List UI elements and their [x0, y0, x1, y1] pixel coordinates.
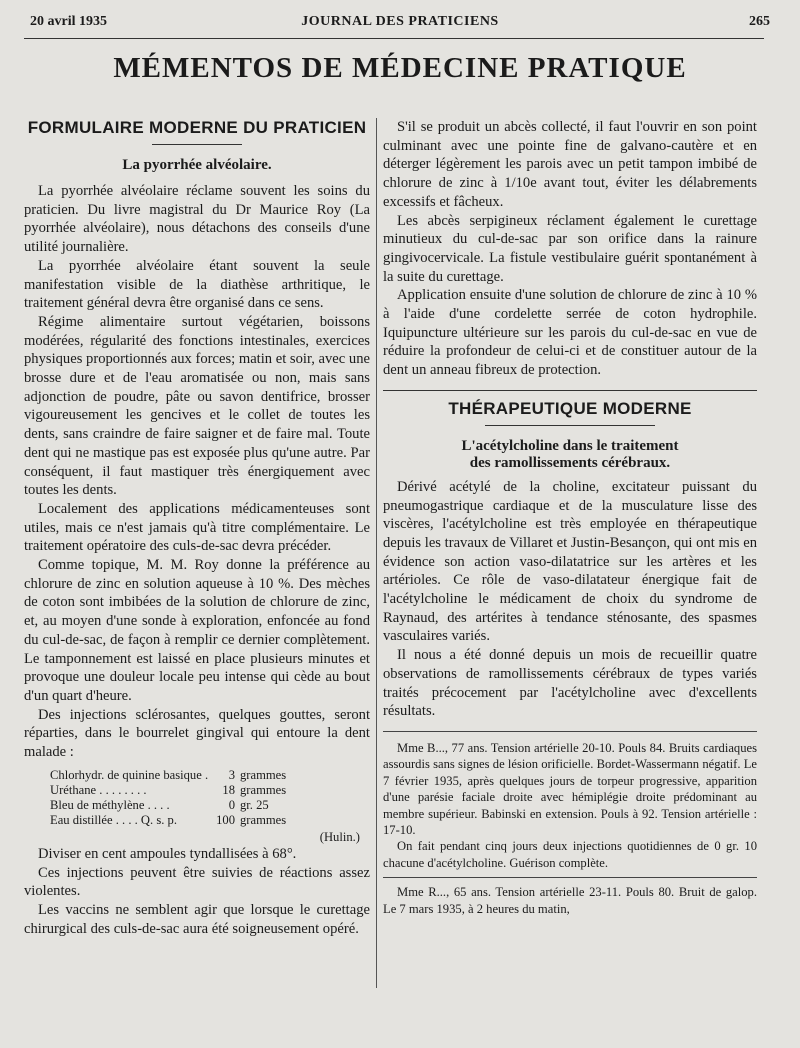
prescription-row	[50, 768, 286, 783]
unit: grammes	[240, 767, 287, 782]
header-page-number: 265	[749, 14, 770, 29]
paragraph: Des injections sclérosantes, quelques gouttes, seront réparties, dans le bourrelet gingival qui entoure la dent malade :	[24, 706, 370, 761]
column-divider	[376, 118, 377, 988]
paragraph: Comme topique, M. M. Roy donne la préférence au chlorure de zinc en solution aqueuse à 10 %. Des mèches de coton sont imbibées de la solution de chlorure de zinc, et, au moyen d'une sonde à exploration, enfoncée au fond du cul-de-sac, de façon à remplir ce dernier complètement. Le tamponnement est laissé en place plusieurs minutes et provoque une douleur locale peu intense qui cède au bout d'un quart d'heure.	[24, 557, 370, 704]
ingredient: Uréthane . . . . . . . .	[50, 782, 147, 797]
unit: grammes	[240, 782, 287, 797]
observation-paragraph: Mme R..., 65 ans. Tension artérielle 23-11. Pouls 80. Bruit de galop. Le 7 mars 1935, à 2 heures du matin,	[383, 885, 757, 916]
article-title	[383, 438, 757, 472]
article-title-line: des ramollissements cérébraux.	[469, 454, 671, 471]
paragraph: Il nous a été donné depuis un mois de recueillir quatre observations de ramollissements cérébraux de types variés traités précocement par l'acétylcholine avec d'excellents résultats.	[383, 647, 757, 720]
paragraph: Localement des applications médicamenteuses sont utiles, mais ce n'est jamais qu'à titre complémentaire. Le traitement opératoire des culs-de-sac devra précéder.	[24, 500, 370, 555]
prescription-row	[50, 813, 286, 828]
paragraph: Dérivé acétylé de la choline, excitateur puissant du pneumogastrique cardiaque et de la musculature lisse des viscères, l'acétylcholine est très employée en thérapeutique depuis les travaux de Villaret et Justin-Besançon, qui ont mis en évidence son action vaso-dilatatrice sur les artères et les artérioles. Ce rôle de vaso-dilatateur énergique fait de l'acétylcholine le médicament de choix du syndrome de Raynaud, des artérites à tendance sténosante, des spasmes vasculaires variés.	[383, 478, 757, 645]
paragraph: Diviser en cent ampoules tyndallisées à 68°.	[38, 845, 297, 862]
header-journal: JOURNAL DES PRATICIENS	[301, 14, 499, 29]
section-rule	[152, 144, 242, 145]
paragraph: Application ensuite d'une solution de chlorure de zinc à 10 % à l'aide d'une cordelette serrée de coton hydrophile. Iquipuncture ultérieure sur les parois du cul-de-sac en vue de réduire la profondeur de celui-ci et de constituer autour de la dent un anneau fibreux de protection.	[383, 287, 757, 379]
article-title: La pyorrhée alvéolaire.	[122, 157, 272, 173]
unit: gr. 25	[240, 797, 269, 812]
section-heading: THÉRAPEUTIQUE MODERNE	[448, 398, 692, 418]
paragraph: Régime alimentaire surtout végétarien, boissons modérées, régularité des fonctions intestinales, exercices physiques proportionnés aux forces; matin et soir, avec une brosse dure et de l'eau aromatisée ou non, mais sans adjonction de poudre, pâte ou savon dentifrice, brosser vigoureusement les gencives et le collet de toutes les dents, sans craindre de faire saigner et de faire mal. Toute dent qui ne mastique pas est exposée plus qu'une autre. Par conséquent, il faut mastiquer très énergiquement avec toutes les dents.	[24, 313, 370, 499]
paragraph: Ces injections peuvent être suivies de réactions assez violentes.	[24, 864, 370, 900]
article-title-line: L'acétylcholine dans le traitement	[461, 437, 679, 454]
ingredient: Chlorhydr. de quinine basique .	[50, 767, 209, 782]
section-rule	[485, 425, 655, 426]
prescription-row	[50, 798, 286, 813]
header-date: 20 avril 1935	[30, 14, 107, 29]
quantity: 0	[228, 797, 235, 812]
observation-rule	[383, 877, 757, 878]
right-column	[383, 118, 757, 917]
quantity: 3	[228, 767, 235, 782]
observation-rule	[383, 731, 757, 732]
observation-paragraph: On fait pendant cinq jours deux injections quotidiennes de 0 gr. 10 chacune d'acétylcholine. Guérison complète.	[383, 839, 757, 870]
unit: grammes	[240, 812, 287, 827]
ingredient: Bleu de méthylène . . . .	[50, 797, 170, 812]
section-heading: FORMULAIRE MODERNE DU PRATICIEN	[27, 118, 367, 137]
section-separator	[383, 390, 757, 391]
running-header	[30, 14, 770, 34]
ingredient: Eau distillée . . . . Q. s. p.	[50, 812, 177, 827]
quantity: 100	[216, 812, 235, 827]
paragraph: Les vaccins ne semblent agir que lorsque le curettage chirurgical des culs-de-sac aura été soigneusement opéré.	[24, 901, 370, 937]
paragraph: La pyorrhée alvéolaire étant souvent la seule manifestation visible de la diathèse arthritique, le traitement général devra être organisé dans ce sens.	[24, 257, 370, 312]
prescription-table	[50, 768, 286, 828]
quantity: 18	[222, 782, 235, 797]
left-column	[24, 118, 370, 938]
page-title: MÉMENTOS DE MÉDECINE PRATIQUE	[113, 52, 687, 84]
formula-author: (Hulin.)	[319, 829, 360, 844]
prescription-row	[50, 783, 286, 798]
paragraph: La pyorrhée alvéolaire réclame souvent les soins du praticien. Du livre magistral du Dr Maurice Roy (La pyorrhée alvéolaire), nous détachons des conseils d'une utilité journalière.	[24, 183, 370, 256]
header-rule	[24, 38, 764, 39]
paragraph: Les abcès serpigineux réclament également le curettage minutieux du cul-de-sac par son orifice dans la rainure gingivocervicale. La fistule vestibulaire guérit spontanément à la suite du curettage.	[383, 212, 757, 285]
observation-paragraph: Mme B..., 77 ans. Tension artérielle 20-10. Pouls 84. Bruits cardiaques assourdis sans signes de lésion orificielle. Bordet-Wassermann négatif. Le 7 février 1935, après quelques jours de torpeur progressive, apparition d'une parésie faciale droite avec hémiplégie droite prédominant au membre supérieur. Babinski en extension. Pouls à 92. Tension artérielle : 17-10.	[383, 740, 757, 838]
paragraph: S'il se produit un abcès collecté, il faut l'ouvrir en son point culminant avec une pointe fine de galvano-cautère et en déterger légèrement les parois avec un petit tampon imbibé de chlorure de zinc à 1/10e avant tout, éviter les délabrements excessifs et fâcheux.	[383, 119, 757, 210]
